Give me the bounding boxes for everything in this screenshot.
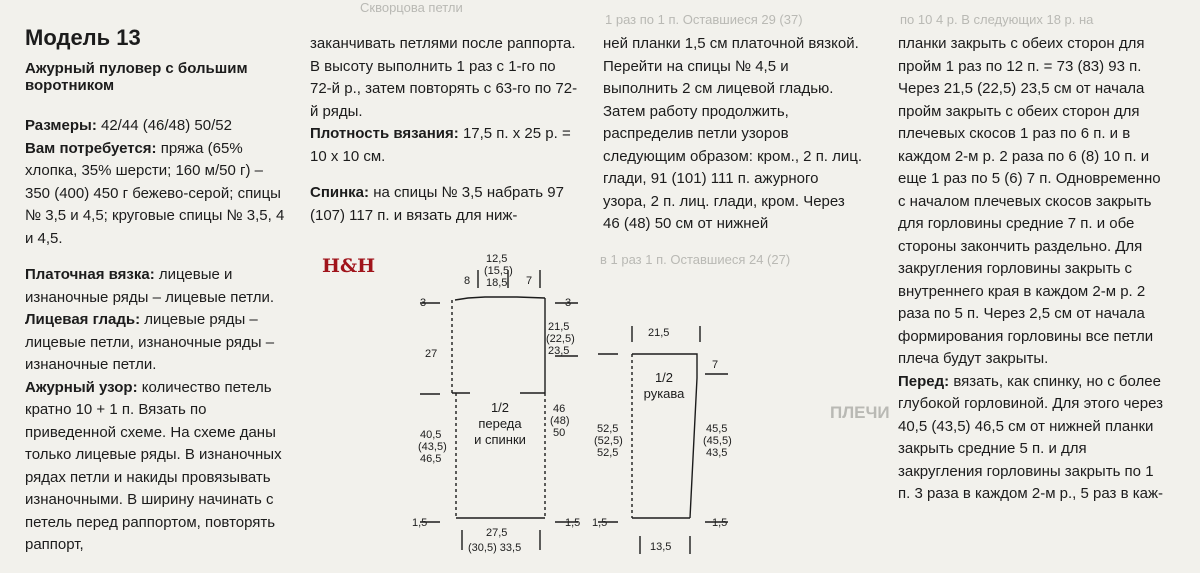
back-label: Спинка: [310, 184, 370, 201]
dim-side: 50 [553, 427, 566, 439]
lace-value: количество петель кратно 10 + 1 п. Вязать по приведенной схеме. На схеме даны только лицевые ряды. В изнаночных рядах петли и накиды провязывать изнаночными. В ширину начинать с петель перед раппортом, повторять раппорт, [25, 378, 282, 553]
dim-sleeve-right: 43,5 [706, 447, 728, 459]
dim-side: 46 [553, 403, 566, 415]
page-title: Модель 13 [25, 25, 141, 50]
stockinette-label: Лицевая гладь: [25, 311, 141, 328]
dim-width: 27,5 [486, 527, 508, 539]
subtitle: Ажурный пуловер с большим воротником [25, 60, 248, 94]
dim-sleeve-bottom: 13,5 [650, 541, 672, 553]
front-label: Перед: [898, 372, 950, 390]
ghost-text: в 1 раз 1 п. Оставшиеся 24 (27) [600, 252, 791, 267]
dim-width: (30,5) 33,5 [468, 542, 522, 554]
dim-neck-left: 8 [464, 275, 471, 287]
dim-neck-mid: (15,5) [484, 265, 513, 277]
dim-sleeve-cap: 7 [712, 359, 719, 371]
dim-armhole: (22,5) [546, 333, 575, 345]
gauge-label: Плотность вязания: [310, 125, 459, 142]
sizes-label: Размеры: [25, 117, 97, 134]
dim-front-neck: 40,5 [420, 429, 442, 441]
ghost-text: по 10 4 р. В следующих 18 р. на [900, 12, 1094, 27]
dim-side: (48) [550, 415, 570, 427]
dim-neck-right: 7 [526, 275, 533, 287]
garter-value: лицевые и изнаночные ряды – лицевые петли. [25, 266, 275, 306]
body-piece-label: переда [478, 416, 522, 431]
dim-front-neck: (43,5) [418, 441, 447, 453]
ghost-text: ПЛЕЧИ [830, 403, 890, 422]
sleeve-piece-label: рукава [643, 386, 685, 401]
dim-armhole: 21,5 [548, 321, 570, 333]
dim-shoulder-right: 3 [565, 297, 572, 309]
materials-label: Вам потребуется: [25, 139, 157, 157]
dim-neck-mid: 18,5 [486, 277, 508, 289]
dim-sleeve-band-right: 1,5 [712, 517, 728, 529]
pattern-text: заканчивать петлями после раппорта. В высоту выполнить 1 раз с 1-го по 72-й р., затем повторять с 63-го по 72-й ряды. [310, 35, 578, 120]
sizes-value: 42/44 (46/48) 50/52 [101, 117, 232, 134]
dim-band-left: 1,5 [412, 517, 428, 529]
dim-sleeve-right: 45,5 [706, 423, 728, 435]
stockinette-value: лицевые ряды – лицевые петли, изнаночные ряды – изнаночные петли. [25, 311, 275, 373]
body-piece-label: 1/2 [490, 400, 510, 415]
body-piece-label: и спинки [474, 432, 526, 447]
dim-band-right: 1,5 [565, 517, 581, 529]
dim-sleeve-band-left: 1,5 [592, 517, 608, 529]
lace-label: Ажурный узор: [25, 378, 138, 396]
front-value: вязать, как спинку, но с более глубокой горловиной. Для этого через 40,5 (43,5) 46,5 см от нижней планки закрыть средние 5 п. и для закругления горловины закрыть по 1 п. 3 раза в каждом 2-м р., 5 раз в каж- [898, 372, 1163, 502]
armhole-text: планки закрыть с обеих сторон для пройм 1 раз по 12 п. = 73 (83) 93 п. Через 21,5 (22,5) 23,5 см от начала пройм закрыть с обеих сторон для плечевых скосов 1 раз по 6 п. и в каждом 2-м р. 2 раза по 6 (8) 10 п. и еще 1 раз по 5 (6) 7 п. Одновременно с началом плечевых скосов закрыть для горловины средние 7 п. и обе стороны закончить раздельно. Для закругления горловины закрыть с внутреннего края в каждом 2-м р. 2 раза по 5 п. Через 2,5 см от начала формирования горловины все петли плеча будут закрыты. [898, 35, 1161, 367]
back-value: на спицы № 3,5 набрать 97 (107) 117 п. и вязать для ниж- [310, 184, 564, 224]
gauge-value: 17,5 п. х 25 р. = 10 х 10 см. [310, 125, 571, 165]
dim-shoulder-left: 3 [420, 297, 427, 309]
dim-sleeve-left: (52,5) [594, 435, 623, 447]
dim-armhole: 23,5 [548, 345, 570, 357]
back-continued-text: ней планки 1,5 см платочной вязкой. Перейти на спицы № 4,5 и выполнить 2 см лицевой гладью. Затем работу продолжить, распределив петли узоров следующим образом: кром., 2 п. лиц. глади, 91 (101) 111 п. ажурного узора, 2 п. лиц. глади, кром. Через 46 (48) 50 см от нижней [603, 35, 863, 232]
materials-value: пряжа (65% хлопка, 35% шерсти; 160 м/50 г) – 350 (400) 450 г бежево-серой; спицы № 3,5 и 4,5; круговые спицы № 3,5, 4 и 4,5. [25, 139, 285, 247]
dim-neck-mid: 12,5 [486, 253, 508, 265]
dim-sleeve-top: 21,5 [648, 327, 670, 339]
ghost-text: 1 раз по 1 п. Оставшиеся 29 (37) [605, 12, 803, 27]
dim-front-depth: 27 [425, 348, 438, 360]
hh-logo: H&H [322, 255, 376, 277]
garter-label: Платочная вязка: [25, 266, 155, 283]
dim-sleeve-right: (45,5) [703, 435, 732, 447]
sleeve-piece-label: 1/2 [654, 370, 674, 385]
dim-sleeve-left: 52,5 [597, 447, 619, 459]
ghost-text: Скворцова петли [360, 0, 463, 15]
dim-front-neck: 46,5 [420, 453, 442, 465]
dim-sleeve-left: 52,5 [597, 423, 619, 435]
